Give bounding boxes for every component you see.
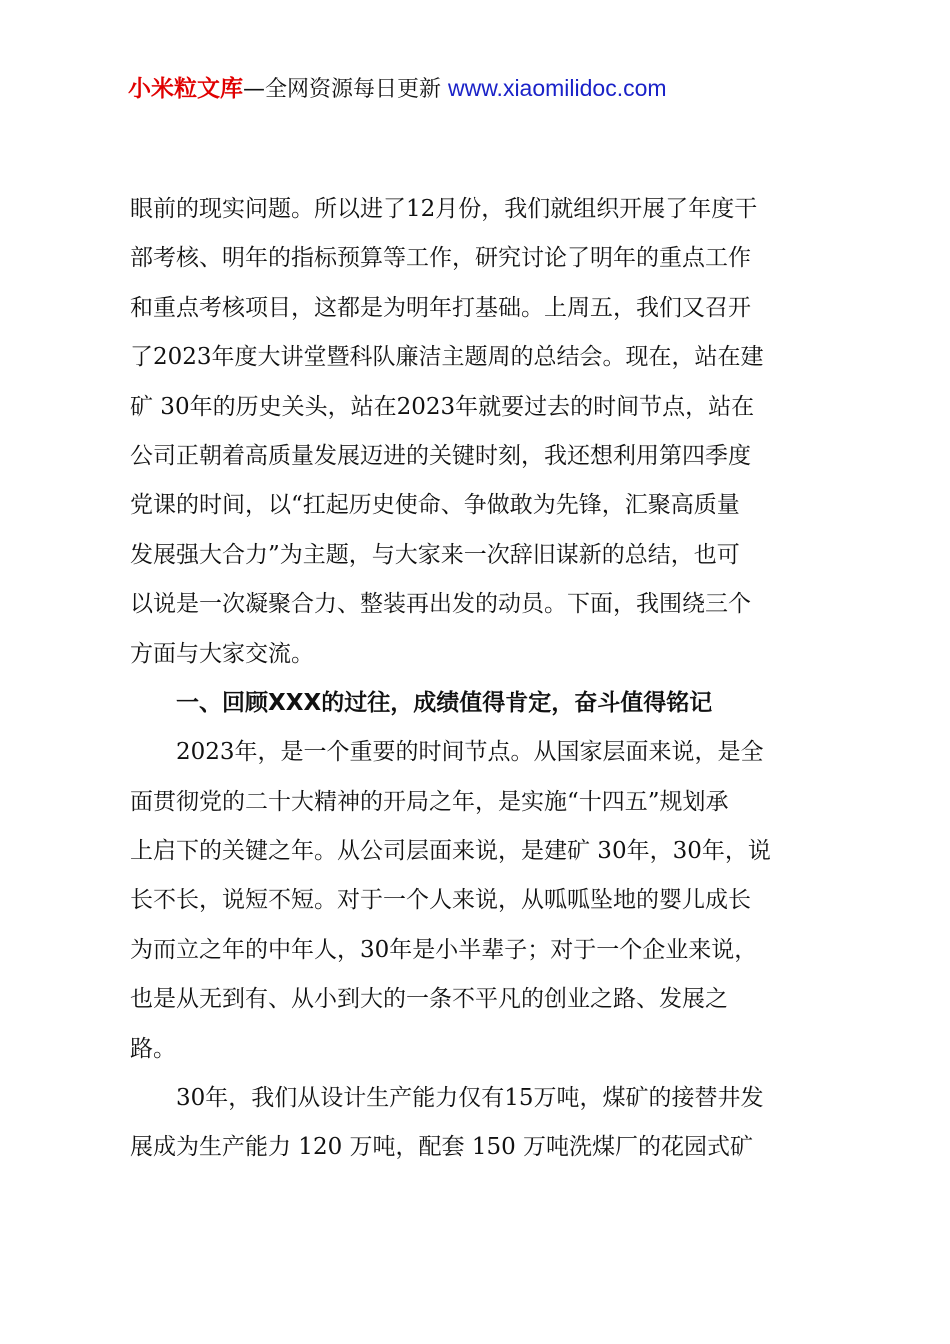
text-line: 和重点考核项目，这都是为明年打基础。上周五，我们又召开 xyxy=(130,294,751,321)
text-line: 也是从无到有、从小到大的一条不平凡的创业之路、发展之 xyxy=(130,986,728,1013)
text-line: 以说是一次凝聚合力、整装再出发的动员。下面，我围绕三个 xyxy=(130,591,751,618)
text-line: 眼前的现实问题。所以进了12月份，我们就组织开展了年度干 xyxy=(130,196,758,222)
text-line: 面贯彻党的二十大精神的开局之年，是实施“十四五”规划承 xyxy=(130,788,729,815)
brand-name: 小米粒文库 xyxy=(128,76,243,102)
text-line: 矿 30年的历史关头，站在2023年就要过去的时间节点，站在 xyxy=(130,393,755,420)
text-line: 部考核、明年的指标预算等工作，研究讨论了明年的重点工作 xyxy=(130,245,751,272)
text-line: 路。 xyxy=(130,1035,176,1062)
document-body xyxy=(130,185,830,1173)
text-line: 2023年，是一个重要的时间节点。从国家层面来说，是全 xyxy=(176,739,764,766)
text-line: 长不长，说短不短。对于一个人来说，从呱呱坠地的婴儿成长 xyxy=(130,887,751,914)
section-heading: 一、回顾XXX的过往，成绩值得肯定，奋斗值得铭记 xyxy=(176,689,713,716)
header-tagline: —全网资源每日更新 xyxy=(243,77,448,102)
text-line: 为而立之年的中年人，30年是小半辈子；对于一个企业来说， xyxy=(130,936,758,963)
text-line: 30年，我们从设计生产能力仅有15万吨，煤矿的接替井发 xyxy=(176,1085,764,1112)
text-line: 上启下的关键之年。从公司层面来说，是建矿 30年，30年，说 xyxy=(130,838,771,865)
text-line: 方面与大家交流。 xyxy=(130,640,314,667)
site-url-link[interactable]: www.xiaomilidoc.com xyxy=(448,75,667,101)
text-line: 党课的时间，以“扛起历史使命、争做敢为先锋，汇聚高质量 xyxy=(130,492,740,519)
text-line: 了2023年度大讲堂暨科队廉洁主题周的总结会。现在，站在建 xyxy=(130,344,764,371)
text-line: 发展强大合力”为主题，与大家来一次辞旧谋新的总结，也可 xyxy=(130,541,740,568)
watermark-header xyxy=(128,70,667,106)
text-line: 展成为生产能力 120 万吨，配套 150 万吨洗煤厂的花园式矿 xyxy=(130,1134,754,1161)
text-line: 公司正朝着高质量发展迈进的关键时刻，我还想利用第四季度 xyxy=(130,442,751,469)
